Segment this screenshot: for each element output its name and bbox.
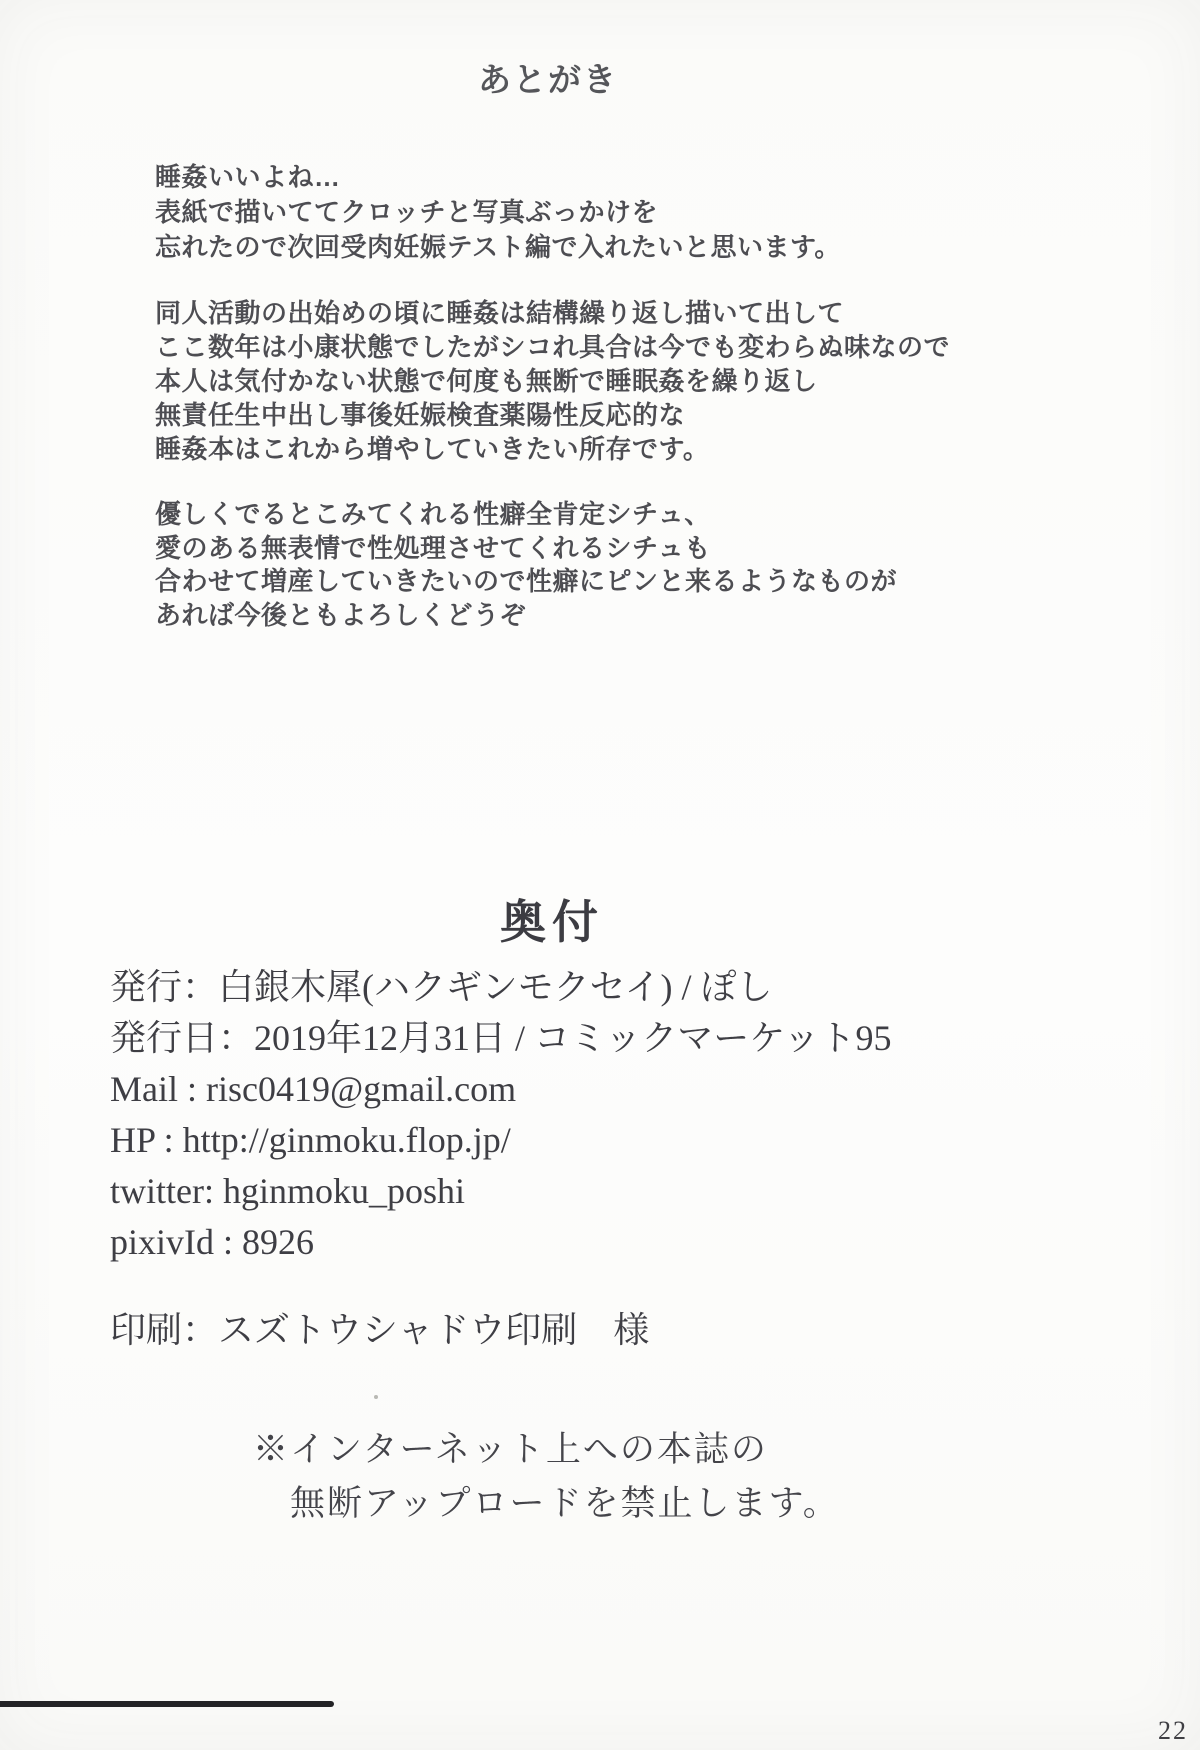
publisher-line: 発行：白銀木犀(ハクギンモクセイ) / ぽし: [110, 967, 773, 1007]
text-line: 優しくでるとこみてくれる性癖全肯定シチュ、: [155, 499, 711, 529]
pixiv-line: pixivId : 8926: [110, 1222, 314, 1262]
mail-line: Mail : risc0419@gmail.com: [110, 1069, 517, 1109]
printer-line: 印刷：スズトウシャドウ印刷 様: [110, 1310, 650, 1350]
colophon-details: [110, 962, 891, 1268]
text-line: 睡姦本はこれから増やしていきたい所存です。: [155, 434, 710, 464]
homepage-line: HP : http://ginmoku.flop.jp/: [110, 1120, 511, 1160]
upload-prohibition-notice-line-2: 無断アップロードを禁止します。: [290, 1484, 840, 1523]
page-title: あとがき: [478, 61, 618, 98]
text-line: 合わせて増産していきたいので性癖にピンと来るようなものが: [155, 566, 898, 596]
twitter-line: twitter: hginmoku_poshi: [110, 1171, 465, 1211]
text-line: 忘れたので次回受肉妊娠テスト編で入れたいと思います。: [155, 232, 841, 262]
scan-artifact-speck: [374, 1395, 378, 1399]
afterword-paragraph-2: [155, 296, 950, 466]
afterword-paragraph-3: [155, 498, 897, 632]
text-line: 同人活動の出始めの頃に睡姦は結構繰り返し描いて出して: [155, 298, 845, 328]
text-line: 睡姦いいよね…: [155, 162, 341, 192]
publish-date-line: 発行日：2019年12月31日 / コミックマーケット95: [110, 1018, 892, 1058]
text-line: ここ数年は小康状態でしたがシコれ具合は今でも変わらぬ味なので: [155, 332, 951, 362]
text-line: 本人は気付かない状態で何度も無断で睡眠姦を繰り返し: [155, 366, 818, 396]
upload-prohibition-notice-line-1: ※インターネット上への本誌の: [253, 1430, 768, 1469]
text-line: あれば今後ともよろしくどうぞ: [155, 599, 527, 630]
afterword-paragraph-1: [155, 160, 841, 265]
text-line: 無責任生中出し事後妊娠検査薬陽性反応的な: [155, 400, 686, 430]
page-number: 22: [1158, 1716, 1188, 1745]
colophon-heading: 奥付: [500, 897, 604, 948]
text-line: 愛のある無表情で性処理させてくれるシチュも: [155, 532, 711, 563]
scan-artifact-streak: [0, 1701, 334, 1707]
text-line: 表紙で描いててクロッチと写真ぶっかけを: [155, 197, 658, 227]
